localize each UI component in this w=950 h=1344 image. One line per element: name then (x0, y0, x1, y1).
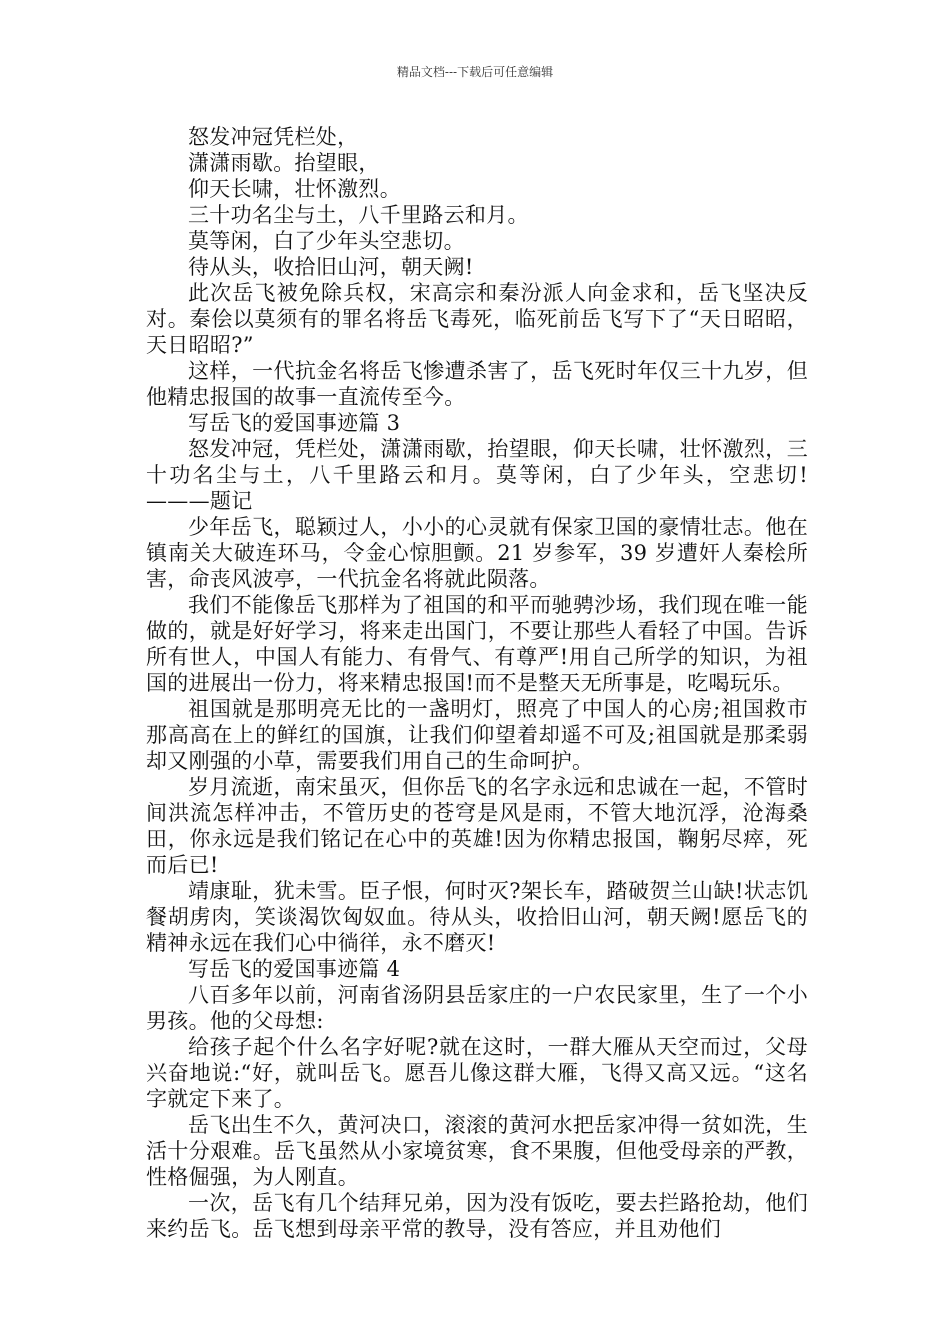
section-heading-3: 写岳飞的爱国事迹篇 3 (188, 411, 401, 435)
section-heading-4: 写岳飞的爱国事迹篇 4 (188, 957, 401, 981)
poem-line-1: 怒发冲冠凭栏处， (188, 125, 359, 149)
page-header: 精品文档---下载后可任意编辑 (396, 65, 554, 79)
poem-line-6: 待从头，收拾旧山河，朝天阙! (188, 255, 474, 279)
poem-line-4: 三十功名尘与土，八千里路云和月。 (188, 203, 529, 227)
paragraph: 这样，一代抗金名将岳飞惨遭杀害了，岳飞死时年仅三十九岁，但他精忠报国的故事一直流传至今。 (146, 359, 808, 409)
poem-line-3: 仰天长啸，壮怀激烈。 (188, 177, 401, 201)
paragraph: 一次，岳飞有几个结拜兄弟，因为没有饭吃，要去拦路抢劫，他们来约岳飞。岳飞想到母亲平常的教导，没有答应，并且劝他们 (146, 1191, 808, 1241)
poem-line-5: 莫等闲，白了少年头空悲切。 (188, 229, 465, 253)
paragraph: 祖国就是那明亮无比的一盏明灯，照亮了中国人的心房;祖国救市那高高在上的鲜红的国旗，让我们仰望着却遥不可及;祖国就是那柔弱却又刚强的小草，需要我们用自己的生命呵护。 (146, 697, 808, 773)
document-body (146, 124, 808, 1242)
paragraph: 八百多年以前，河南省汤阴县岳家庄的一户农民家里，生了一个小男孩。他的父母想: (146, 983, 808, 1033)
poem-line-2: 潇潇雨歇。抬望眼， (188, 151, 380, 175)
paragraph: 少年岳飞，聪颖过人，小小的心灵就有保家卫国的豪情壮志。他在镇南关大破连环马，令金心惊胆颤。21 岁参军，39 岁遭奸人秦桧所害，命丧风波亭，一代抗金名将就此陨落。 (146, 515, 808, 591)
paragraph: 我们不能像岳飞那样为了祖国的和平而驰骋沙场，我们现在唯一能做的，就是好好学习，将来走出国门，不要让那些人看轻了中国。告诉所有世人，中国人有能力、有骨气、有尊严!用自己所学的知识，为祖国的进展出一份力，将来精忠报国!而不是整天无所事是，吃喝玩乐。 (146, 593, 808, 695)
paragraph: 给孩子起个什么名字好呢?就在这时，一群大雁从天空而过，父母兴奋地说:“好，就叫岳飞。愿吾儿像这群大雁，飞得又高又远。“这名字就定下来了。 (146, 1035, 808, 1111)
paragraph: 此次岳飞被免除兵权，宋高宗和秦汾派人向金求和，岳飞坚决反对。秦侩以莫须有的罪名将岳飞毒死，临死前岳飞写下了“天日昭昭，天日昭昭?” (146, 281, 808, 357)
paragraph: 岳飞出生不久，黄河决口，滚滚的黄河水把岳家冲得一贫如洗，生活十分艰难。岳飞虽然从小家境贫寒，食不果腹，但他受母亲的严教，性格倔强，为人刚直。 (146, 1113, 808, 1189)
paragraph: 怒发冲冠，凭栏处，潇潇雨歇，抬望眼，仰天长啸，壮怀激烈，三十功名尘与土，八千里路云和月。莫等闲，白了少年头，空悲切!———题记 (146, 437, 808, 513)
paragraph: 岁月流逝，南宋虽灭，但你岳飞的名字永远和忠诚在一起，不管时间洪流怎样冲击，不管历史的苍穹是风是雨，不管大地沉浮，沧海桑田，你永远是我们铭记在心中的英雄!因为你精忠报国，鞠躬尽瘁，死而后已! (146, 775, 808, 877)
paragraph: 靖康耻，犹未雪。臣子恨，何时灭?架长车，踏破贺兰山缺!状志饥餐胡虏肉，笑谈渴饮匈奴血。待从头，收拾旧山河，朝天阙!愿岳飞的精神永远在我们心中徜徉，永不磨灭! (146, 879, 808, 955)
